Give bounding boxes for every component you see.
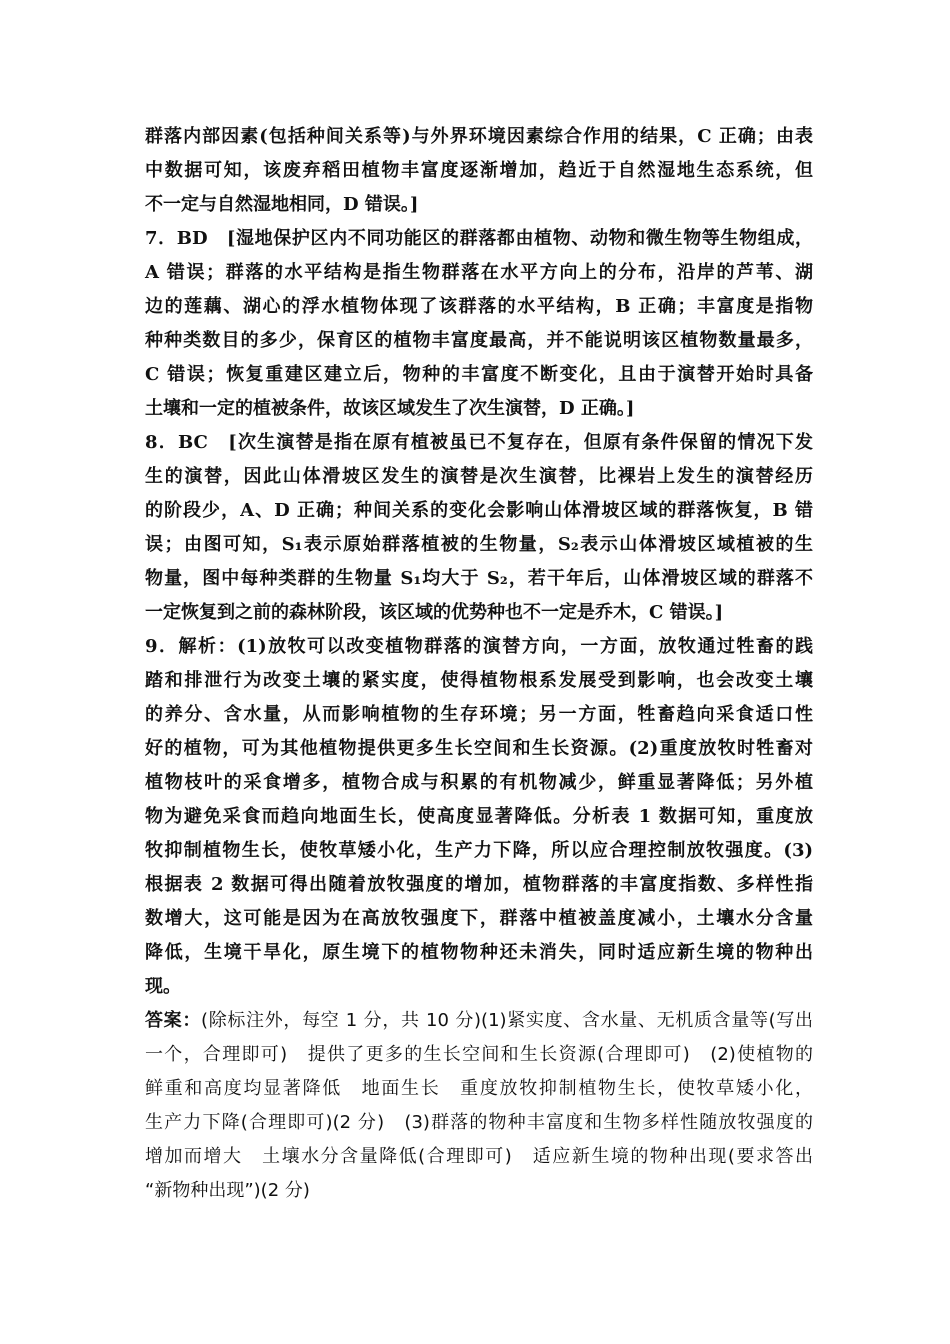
text-line: 数增大，这可能是因为在高放牧强度下，群落中植被盖度减小，土壤水分含量	[145, 908, 813, 929]
text-line: 植物枝叶的采食增多，植物合成与积累的有机物减少，鲜重显著降低；另外植	[145, 772, 813, 793]
text-line: 一定恢复到之前的森林阶段，该区域的优势种也不一定是乔木，C 错误。]	[145, 602, 724, 623]
answer-text: (除标注外，每空 1 分，共 10 分)(1)紧实度、含水量、无机质含量等(写出	[201, 1010, 813, 1031]
paragraph-8	[145, 426, 813, 630]
answer-line: 生产力下降(合理即可)(2 分) (3)群落的物种丰富度和生物多样性随放牧强度的	[145, 1112, 813, 1133]
text-line: 的养分、含水量，从而影响植物的生存环境；另一方面，牲畜趋向采食适口性	[145, 704, 813, 725]
paragraph-7	[145, 222, 813, 426]
text-line: 好的植物，可为其他植物提供更多生长空间和生长资源。(2)重度放牧时牲畜对	[145, 738, 813, 759]
text-line: 现。	[145, 976, 181, 997]
text-line: 边的莲藕、湖心的浮水植物体现了该群落的水平结构，B 正确；丰富度是指物	[145, 296, 813, 317]
answer-line: 鲜重和高度均显著降低 地面生长 重度放牧抑制植物生长，使牧草矮小化，	[145, 1078, 813, 1099]
text-line: 误；由图可知，S₁表示原始群落植被的生物量，S₂表示山体滑坡区域植被的生	[145, 534, 813, 555]
text-line: 牧抑制植物生长，使牧草矮小化，生产力下降，所以应合理控制放牧强度。(3)	[145, 840, 813, 861]
answer-block	[145, 1004, 813, 1208]
paragraph-9-analysis	[145, 630, 813, 1004]
text-line: 中数据可知，该废弃稻田植物丰富度逐渐增加，趋近于自然湿地生态系统，但	[145, 160, 813, 181]
text-line: 的阶段少，A、D 正确；种间关系的变化会影响山体滑坡区域的群落恢复，B 错	[145, 500, 813, 521]
text-line: 不一定与自然湿地相同，D 错误。]	[145, 194, 419, 215]
text-line: 土壤和一定的植被条件，故该区域发生了次生演替，D 正确。]	[145, 398, 635, 419]
text-line: C 错误；恢复重建区建立后，物种的丰富度不断变化，且由于演替开始时具备	[145, 364, 813, 385]
text-line: 9．解析：(1)放牧可以改变植物群落的演替方向，一方面，放牧通过牲畜的践	[145, 636, 813, 657]
document-page	[145, 120, 813, 1208]
text-line: 根据表 2 数据可得出随着放牧强度的增加，植物群落的丰富度指数、多样性指	[145, 874, 813, 895]
text-line: 物为避免采食而趋向地面生长，使高度显著降低。分析表 1 数据可知，重度放	[145, 806, 813, 827]
text-line: 7．BD [湿地保护区内不同功能区的群落都由植物、动物和微生物等生物组成，	[145, 228, 813, 249]
answer-line: 一个，合理即可) 提供了更多的生长空间和生长资源(合理即可) (2)使植物的	[145, 1044, 813, 1065]
text-line: 种种类数目的多少，保育区的植物丰富度最高，并不能说明该区植物数量最多，	[145, 330, 813, 351]
text-line: A 错误；群落的水平结构是指生物群落在水平方向上的分布，沿岸的芦苇、湖	[145, 262, 813, 283]
answer-label: 答案：	[145, 1010, 202, 1031]
text-line: 生的演替，因此山体滑坡区发生的演替是次生演替，比裸岩上发生的演替经历	[145, 466, 813, 487]
answer-line: “新物种出现”)(2 分)	[145, 1180, 310, 1201]
text-line: 降低，生境干旱化，原生境下的植物物种还未消失，同时适应新生境的物种出	[145, 942, 813, 963]
text-line: 群落内部因素(包括种间关系等)与外界环境因素综合作用的结果，C 正确；由表	[145, 126, 813, 147]
paragraph-6-continuation	[145, 120, 813, 222]
answer-first-line	[145, 1004, 813, 1038]
answer-line: 增加而增大 土壤水分含量降低(合理即可) 适应新生境的物种出现(要求答出	[145, 1146, 813, 1167]
text-line: 物量，图中每种类群的生物量 S₁均大于 S₂，若干年后，山体滑坡区域的群落不	[145, 568, 813, 589]
text-line: 踏和排泄行为改变土壤的紧实度，使得植物根系发展受到影响，也会改变土壤	[145, 670, 813, 691]
text-line: 8．BC [次生演替是指在原有植被虽已不复存在，但原有条件保留的情况下发	[145, 432, 813, 453]
